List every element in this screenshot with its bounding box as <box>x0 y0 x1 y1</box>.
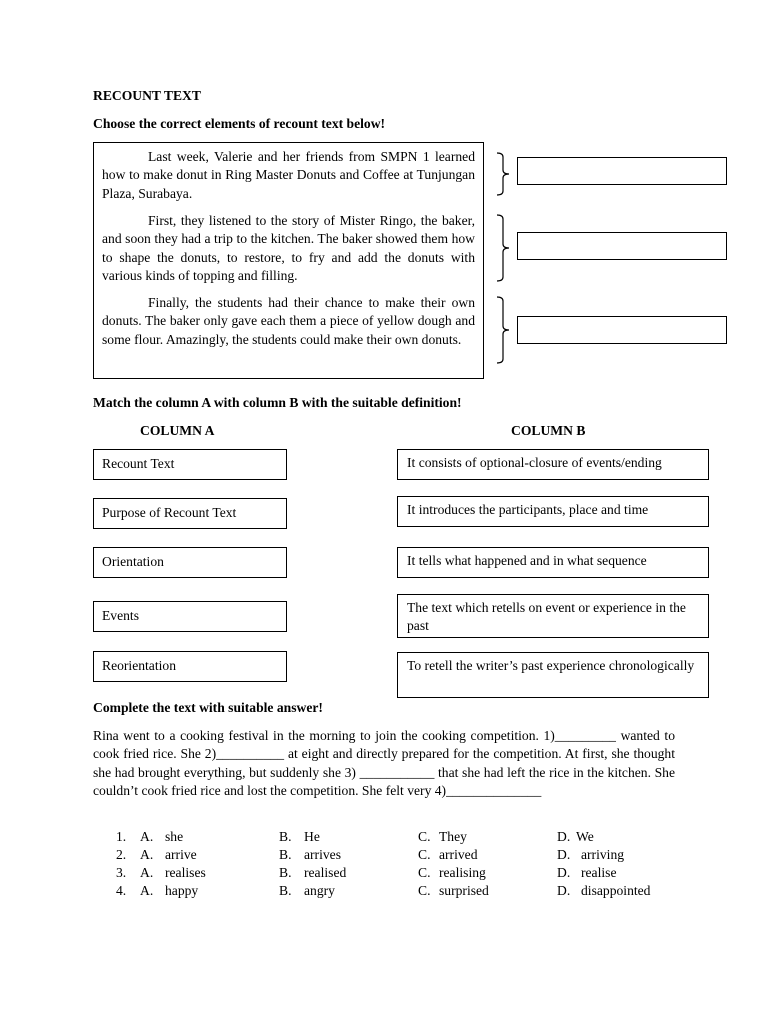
option-a-letter: A. <box>140 829 154 844</box>
column-a-header: COLUMN A <box>140 423 215 438</box>
section1-instruction: Choose the correct elements of recount text below! <box>93 116 386 131</box>
option-b-letter: B. <box>279 829 292 844</box>
option-c[interactable]: arrived <box>439 847 478 862</box>
passage-paragraph-2: First, they listened to the story of Mister Ringo, the baker, and soon they had a trip to the kitchen. The baker showed them how to shape the donuts, to restore, to fry and add the donuts with various kinds of topping and filling. <box>102 213 475 284</box>
option-b-letter: B. <box>279 865 292 880</box>
option-b[interactable]: arrives <box>304 847 341 862</box>
option-d-letter: D. <box>557 883 571 898</box>
option-a-letter: A. <box>140 883 154 898</box>
page-title: RECOUNT TEXT <box>93 88 201 103</box>
option-c-letter: C. <box>418 883 431 898</box>
option-c[interactable]: They <box>439 829 467 844</box>
option-a-letter: A. <box>140 847 154 862</box>
question-number: 2. <box>116 847 127 862</box>
column-a-item[interactable]: Recount Text <box>93 449 287 480</box>
option-b[interactable]: realised <box>304 865 347 880</box>
option-d-letter: D. <box>557 847 571 862</box>
answer-box-3[interactable] <box>517 316 727 344</box>
option-a[interactable]: happy <box>165 883 199 898</box>
option-d[interactable]: realise <box>581 865 617 880</box>
option-c[interactable]: surprised <box>439 883 489 898</box>
option-b-letter: B. <box>279 883 292 898</box>
brace-icon <box>496 214 514 282</box>
option-d-letter: D. <box>557 865 571 880</box>
passage-paragraph-3: Finally, the students had their chance to make their own donuts. The baker only gave each them a piece of yellow dough and some flour. Amazingly, the students could make their own donuts. <box>102 295 475 347</box>
brace-icon <box>496 152 514 196</box>
option-d[interactable]: arriving <box>581 847 625 862</box>
column-b-item[interactable]: To retell the writer’s past experience chronologically <box>397 652 709 698</box>
section2-instruction: Match the column A with column B with the suitable definition! <box>93 395 462 410</box>
answer-box-2[interactable] <box>517 232 727 260</box>
option-c-letter: C. <box>418 865 431 880</box>
column-b-item[interactable]: It introduces the participants, place and time <box>397 496 709 527</box>
passage-paragraph-1: Last week, Valerie and her friends from SMPN 1 learned how to make donut in Ring Master Donuts and Coffee at Tunjungan Plaza, Surabaya. <box>102 149 475 201</box>
question-number: 3. <box>116 865 127 880</box>
option-a[interactable]: realises <box>165 865 206 880</box>
story-text: Rina went to a cooking festival in the morning to join the cooking competition. 1)_________ wanted to cook fried rice. She 2)__________ at eight and directly prepared for the competition. At first, she thought she had brought everything, but suddenly she 3) ___________ that she had left the rice in the kitchen. She couldn’t cook fried rice and lost the competition. She felt very 4)______________ <box>93 728 675 799</box>
column-a-item[interactable]: Purpose of Recount Text <box>93 498 287 529</box>
option-c[interactable]: realising <box>439 865 486 880</box>
option-b[interactable]: He <box>304 829 320 844</box>
option-b[interactable]: angry <box>304 883 335 898</box>
option-a[interactable]: arrive <box>165 847 197 862</box>
column-a-item[interactable]: Reorientation <box>93 651 287 682</box>
option-a[interactable]: she <box>165 829 184 844</box>
option-a-letter: A. <box>140 865 154 880</box>
option-c-letter: C. <box>418 847 431 862</box>
column-b-item[interactable]: It tells what happened and in what sequence <box>397 547 709 578</box>
column-a-item[interactable]: Orientation <box>93 547 287 578</box>
option-d-letter: D. <box>557 829 571 844</box>
answer-box-1[interactable] <box>517 157 727 185</box>
option-d[interactable]: We <box>576 829 594 844</box>
column-b-header: COLUMN B <box>511 423 586 438</box>
column-b-item[interactable]: It consists of optional-closure of events/ending <box>397 449 709 480</box>
question-number: 4. <box>116 883 127 898</box>
column-a-item[interactable]: Events <box>93 601 287 632</box>
question-number: 1. <box>116 829 127 844</box>
column-b-item[interactable]: The text which retells on event or experience in the past <box>397 594 709 638</box>
option-c-letter: C. <box>418 829 431 844</box>
option-d[interactable]: disappointed <box>581 883 651 898</box>
section3-instruction: Complete the text with suitable answer! <box>93 700 323 715</box>
option-b-letter: B. <box>279 847 292 862</box>
brace-icon <box>496 296 514 364</box>
